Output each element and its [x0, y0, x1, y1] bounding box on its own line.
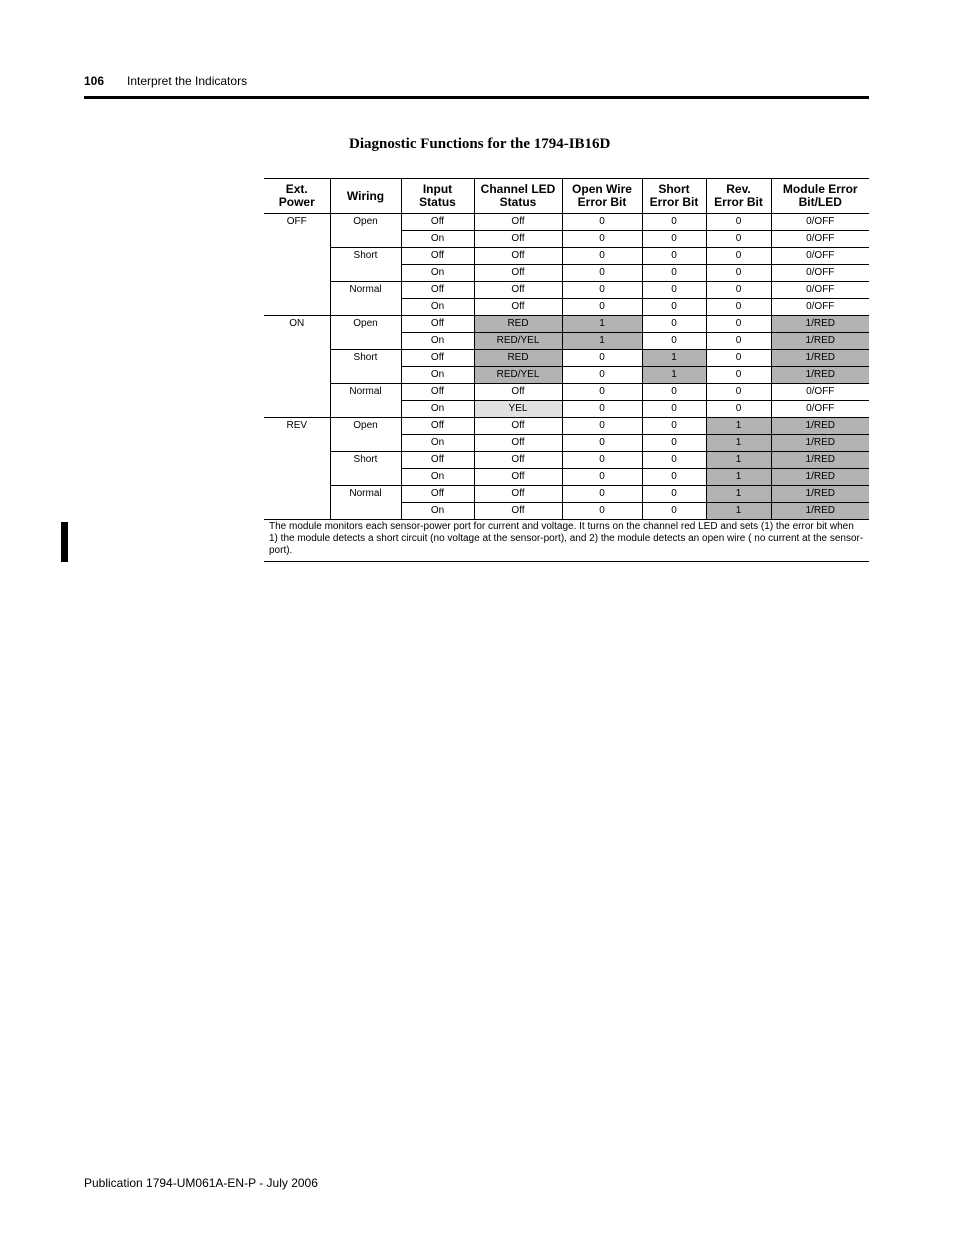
short-bit-cell: 0	[642, 265, 706, 282]
input-status-cell: Off	[401, 214, 474, 231]
column-header-wiring	[330, 179, 401, 214]
input-status-cell: Off	[401, 282, 474, 299]
module-error-cell: 0/OFF	[771, 401, 869, 418]
table-body	[264, 214, 869, 520]
short-bit-cell: 0	[642, 486, 706, 503]
input-status-cell: Off	[401, 452, 474, 469]
open-wire-bit-cell: 0	[562, 418, 642, 435]
rev-bit-cell: 0	[706, 214, 771, 231]
open-wire-bit-cell: 0	[562, 486, 642, 503]
channel-led-cell: YEL	[474, 401, 562, 418]
short-bit-cell: 0	[642, 214, 706, 231]
rev-bit-cell: 0	[706, 401, 771, 418]
table-row	[264, 282, 869, 299]
rev-bit-cell: 0	[706, 282, 771, 299]
input-status-cell: Off	[401, 350, 474, 367]
short-bit-cell: 0	[642, 231, 706, 248]
open-wire-bit-cell: 0	[562, 384, 642, 401]
open-wire-bit-cell: 0	[562, 452, 642, 469]
channel-led-cell: RED/YEL	[474, 367, 562, 384]
short-bit-cell: 0	[642, 503, 706, 520]
wiring-cell: Normal	[330, 282, 401, 316]
module-error-cell: 1/RED	[771, 435, 869, 452]
wiring-cell: Normal	[330, 486, 401, 520]
column-header-input-status	[401, 179, 474, 214]
short-bit-cell: 0	[642, 282, 706, 299]
table-row	[264, 214, 869, 231]
short-bit-cell: 1	[642, 367, 706, 384]
rev-bit-cell: 0	[706, 316, 771, 333]
diagnostic-table	[264, 178, 869, 562]
open-wire-bit-cell: 0	[562, 299, 642, 316]
rev-bit-cell: 0	[706, 384, 771, 401]
ext-power-cell: ON	[264, 316, 330, 418]
wiring-cell: Short	[330, 248, 401, 282]
short-bit-cell: 0	[642, 401, 706, 418]
input-status-cell: On	[401, 401, 474, 418]
column-header-line: Ext.	[285, 182, 308, 196]
input-status-cell: On	[401, 333, 474, 350]
column-header-line: Power	[278, 195, 315, 209]
channel-led-cell: Off	[474, 384, 562, 401]
input-status-cell: On	[401, 503, 474, 520]
open-wire-bit-cell: 0	[562, 231, 642, 248]
page-number: 106	[84, 74, 105, 88]
module-error-cell: 0/OFF	[771, 384, 869, 401]
rev-bit-cell: 1	[706, 503, 771, 520]
column-header-line: Wiring	[346, 188, 385, 203]
column-header-line: Error Bit	[649, 195, 699, 209]
table-row	[264, 486, 869, 503]
input-status-cell: Off	[401, 316, 474, 333]
table-row	[264, 248, 869, 265]
table-header-row	[264, 179, 869, 214]
rev-bit-cell: 0	[706, 231, 771, 248]
section-title: Interpret the Indicators	[127, 74, 248, 88]
open-wire-bit-cell: 0	[562, 350, 642, 367]
column-header-line: Bit/LED	[798, 195, 842, 209]
ext-power-cell: REV	[264, 418, 330, 520]
input-status-cell: On	[401, 367, 474, 384]
rev-bit-cell: 0	[706, 248, 771, 265]
column-header-module-error-bit-led	[771, 179, 869, 214]
module-error-cell: 1/RED	[771, 367, 869, 384]
short-bit-cell: 0	[642, 316, 706, 333]
rev-bit-cell: 1	[706, 486, 771, 503]
short-bit-cell: 0	[642, 452, 706, 469]
wiring-cell: Normal	[330, 384, 401, 418]
rev-bit-cell: 0	[706, 265, 771, 282]
page-header	[84, 72, 869, 92]
channel-led-cell: Off	[474, 503, 562, 520]
channel-led-cell: Off	[474, 265, 562, 282]
short-bit-cell: 0	[642, 418, 706, 435]
module-error-cell: 0/OFF	[771, 265, 869, 282]
wiring-cell: Open	[330, 316, 401, 350]
input-status-cell: On	[401, 231, 474, 248]
wiring-cell: Open	[330, 418, 401, 452]
rev-bit-cell: 0	[706, 299, 771, 316]
channel-led-cell: Off	[474, 248, 562, 265]
channel-led-cell: Off	[474, 469, 562, 486]
column-header-line: Short	[658, 182, 690, 196]
module-error-cell: 1/RED	[771, 418, 869, 435]
channel-led-cell: Off	[474, 486, 562, 503]
table-row	[264, 384, 869, 401]
short-bit-cell: 0	[642, 435, 706, 452]
rev-bit-cell: 0	[706, 367, 771, 384]
ext-power-cell: OFF	[264, 214, 330, 316]
table-row	[264, 350, 869, 367]
rev-bit-cell: 1	[706, 452, 771, 469]
open-wire-bit-cell: 0	[562, 435, 642, 452]
rev-bit-cell: 1	[706, 435, 771, 452]
short-bit-cell: 0	[642, 333, 706, 350]
wiring-cell: Short	[330, 350, 401, 384]
rev-bit-cell: 0	[706, 350, 771, 367]
input-status-cell: Off	[401, 248, 474, 265]
column-header-line: Module Error	[782, 182, 858, 196]
channel-led-cell: Off	[474, 299, 562, 316]
short-bit-cell: 0	[642, 248, 706, 265]
channel-led-cell: RED	[474, 350, 562, 367]
module-error-cell: 1/RED	[771, 333, 869, 350]
short-bit-cell: 1	[642, 350, 706, 367]
input-status-cell: On	[401, 435, 474, 452]
channel-led-cell: Off	[474, 435, 562, 452]
module-error-cell: 1/RED	[771, 469, 869, 486]
channel-led-cell: Off	[474, 214, 562, 231]
input-status-cell: On	[401, 469, 474, 486]
column-header-line: Status	[499, 195, 537, 209]
column-header-line: Error Bit	[714, 195, 763, 209]
column-header-line: Channel LED	[480, 182, 556, 196]
open-wire-bit-cell: 1	[562, 333, 642, 350]
module-error-cell: 0/OFF	[771, 231, 869, 248]
module-error-cell: 0/OFF	[771, 299, 869, 316]
module-error-cell: 1/RED	[771, 350, 869, 367]
input-status-cell: Off	[401, 486, 474, 503]
input-status-cell: Off	[401, 384, 474, 401]
module-error-cell: 0/OFF	[771, 214, 869, 231]
channel-led-cell: Off	[474, 418, 562, 435]
module-error-cell: 0/OFF	[771, 248, 869, 265]
input-status-cell: Off	[401, 418, 474, 435]
wiring-cell: Open	[330, 214, 401, 248]
column-header-line: Open Wire	[572, 182, 632, 196]
module-error-cell: 1/RED	[771, 503, 869, 520]
rev-bit-cell: 1	[706, 469, 771, 486]
publication-footer: Publication 1794-UM061A-EN-P - July 2006	[84, 1176, 318, 1190]
column-header-line: Status	[419, 195, 456, 209]
column-header-open-wire-error-bit	[562, 179, 642, 214]
short-bit-cell: 0	[642, 384, 706, 401]
rev-bit-cell: 0	[706, 333, 771, 350]
table-note: The module monitors each sensor-power port for current and voltage. It turns on the channel red LED and sets (1) the error bit when 1) the module detects a short circuit (no voltage at the sensor-port), and 2) the module detects an open wire ( no current at the sensor-port).	[264, 520, 869, 562]
channel-led-cell: Off	[474, 282, 562, 299]
table-title: Diagnostic Functions for the 1794-IB16D	[349, 136, 611, 152]
column-header-ext-power	[264, 179, 330, 214]
short-bit-cell: 0	[642, 299, 706, 316]
open-wire-bit-cell: 0	[562, 401, 642, 418]
column-header-channel-led-status	[474, 179, 562, 214]
channel-led-cell: Off	[474, 452, 562, 469]
table-note-row	[264, 520, 869, 562]
column-header-rev-error-bit	[706, 179, 771, 214]
rev-bit-cell: 1	[706, 418, 771, 435]
channel-led-cell: RED	[474, 316, 562, 333]
module-error-cell: 1/RED	[771, 316, 869, 333]
column-header-line: Rev.	[726, 182, 751, 196]
change-bar	[61, 522, 68, 562]
open-wire-bit-cell: 1	[562, 316, 642, 333]
open-wire-bit-cell: 0	[562, 214, 642, 231]
short-bit-cell: 0	[642, 469, 706, 486]
table-row	[264, 418, 869, 435]
channel-led-cell: Off	[474, 231, 562, 248]
module-error-cell: 0/OFF	[771, 282, 869, 299]
column-header-line: Error Bit	[577, 195, 627, 209]
diagnostic-table-container	[264, 178, 869, 562]
open-wire-bit-cell: 0	[562, 248, 642, 265]
header-rule	[84, 96, 869, 99]
open-wire-bit-cell: 0	[562, 367, 642, 384]
module-error-cell: 1/RED	[771, 486, 869, 503]
open-wire-bit-cell: 0	[562, 469, 642, 486]
open-wire-bit-cell: 0	[562, 282, 642, 299]
table-row	[264, 316, 869, 333]
column-header-short-error-bit	[642, 179, 706, 214]
channel-led-cell: RED/YEL	[474, 333, 562, 350]
open-wire-bit-cell: 0	[562, 265, 642, 282]
open-wire-bit-cell: 0	[562, 503, 642, 520]
table-row	[264, 452, 869, 469]
column-header-line: Input	[422, 182, 453, 196]
wiring-cell: Short	[330, 452, 401, 486]
input-status-cell: On	[401, 265, 474, 282]
module-error-cell: 1/RED	[771, 452, 869, 469]
input-status-cell: On	[401, 299, 474, 316]
